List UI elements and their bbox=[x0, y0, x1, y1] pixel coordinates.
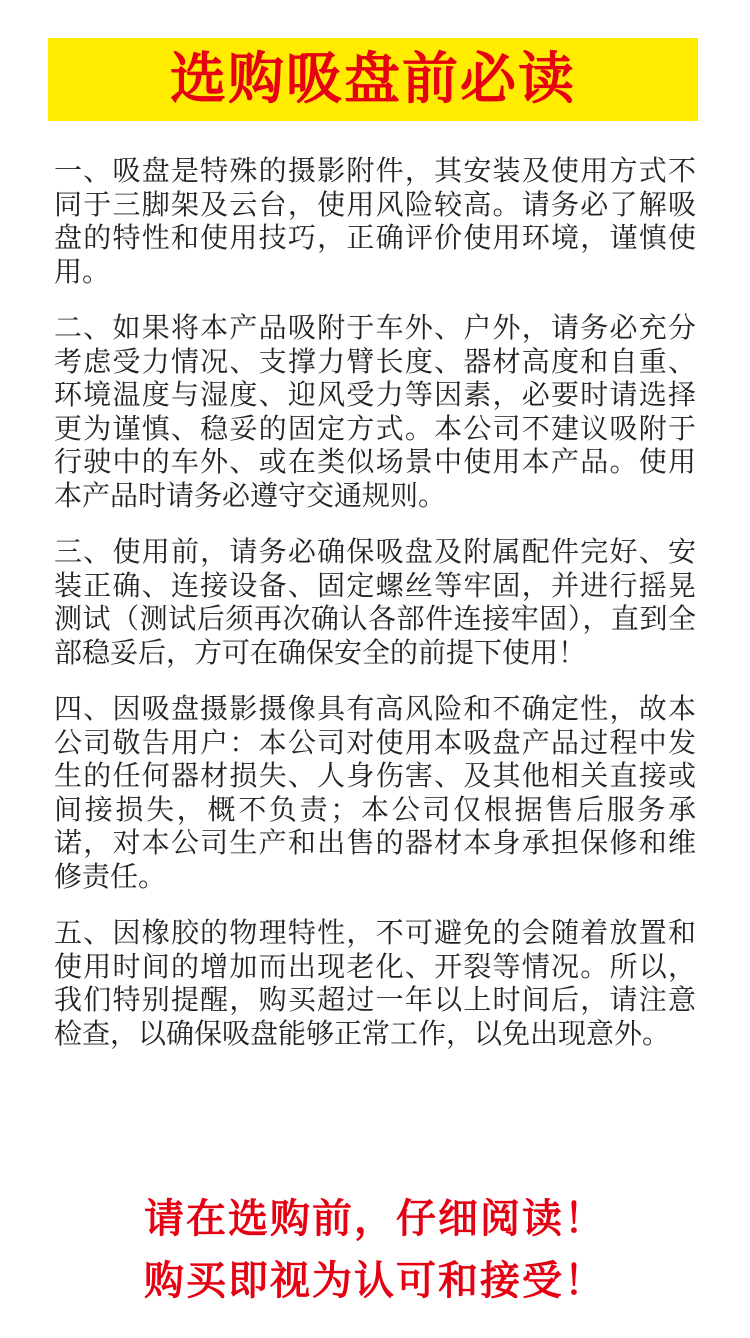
page-title: 选购吸盘前必读 bbox=[170, 46, 576, 112]
notice-body bbox=[54, 154, 696, 1073]
notice-paragraph-4: 四、因吸盘摄影摄像具有高风险和不确定性，故本公司敬告用户：本公司对使用本吸盘产品过程中发生的任何器材损失、人身伤害、及其他相关直接或间接损失，概不负责；本公司仅根据售后服务承诺，对本公司生产和出售的器材本身承担保修和维修责任。 bbox=[54, 692, 696, 893]
notice-paragraph-1: 一、吸盘是特殊的摄影附件，其安装及使用方式不同于三脚架及云台，使用风险较高。请务必了解吸盘的特性和使用技巧，正确评价使用环境，谨慎使用。 bbox=[54, 154, 696, 288]
notice-paragraph-5: 五、因橡胶的物理特性，不可避免的会随着放置和使用时间的增加而出现老化、开裂等情况。所以，我们特别提醒，购买超过一年以上时间后，请注意检查，以确保吸盘能够正常工作，以免出现意外。 bbox=[54, 916, 696, 1050]
footer-warning-line-2: 购买即视为认可和接受！ bbox=[144, 1258, 606, 1304]
notice-paragraph-2: 二、如果将本产品吸附于车外、户外，请务必充分考虑受力情况、支撑力臂长度、器材高度和自重、环境温度与湿度、迎风受力等因素，必要时请选择更为谨慎、稳妥的固定方式。本公司不建议吸附于行驶中的车外、或在类似场景中使用本产品。使用本产品时请务必遵守交通规则。 bbox=[54, 311, 696, 512]
footer-warning-line-1: 请在选购前，仔细阅读！ bbox=[144, 1196, 606, 1242]
title-banner bbox=[48, 38, 698, 121]
footer-warning bbox=[0, 1188, 750, 1312]
notice-paragraph-3: 三、使用前，请务必确保吸盘及附属配件完好、安装正确、连接设备、固定螺丝等牢固，并进行摇晃测试（测试后须再次确认各部件连接牢固），直到全部稳妥后，方可在确保安全的前提下使用！ bbox=[54, 535, 696, 669]
